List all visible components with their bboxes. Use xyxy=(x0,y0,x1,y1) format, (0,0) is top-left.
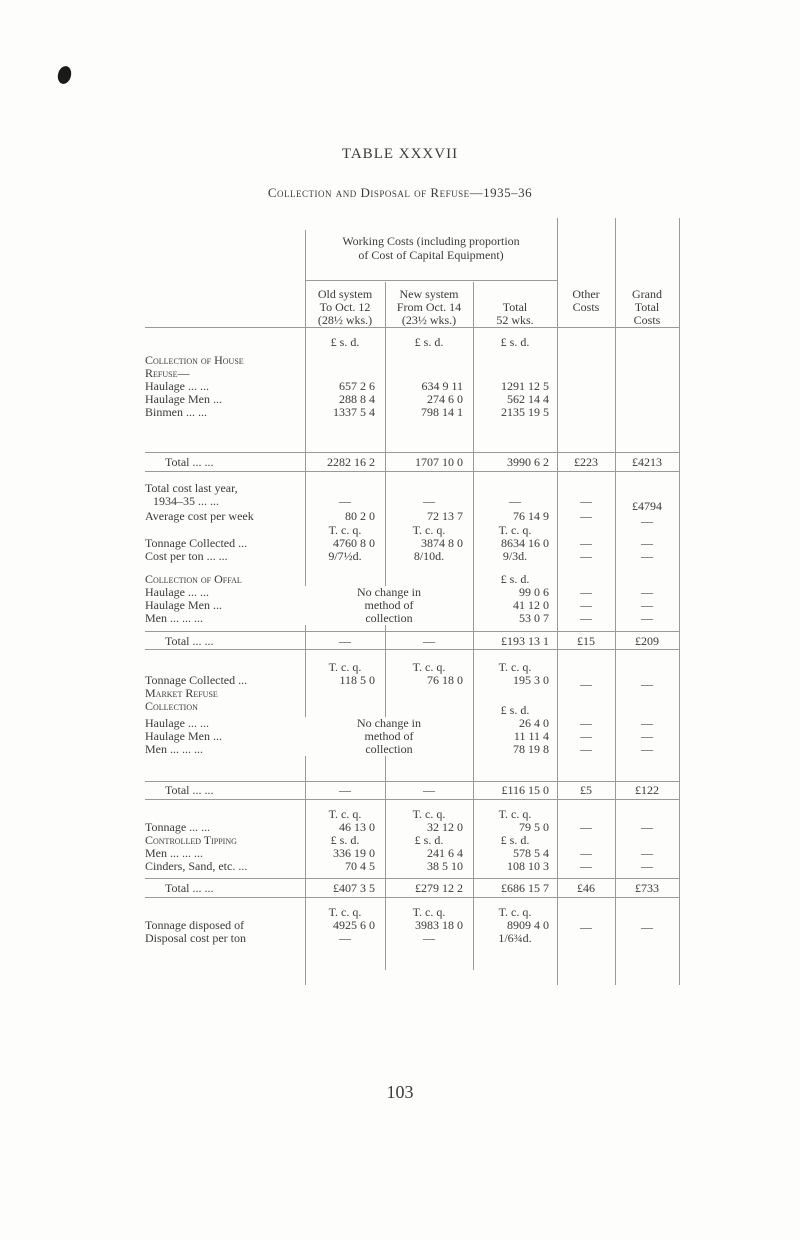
header-new: New system xyxy=(399,287,459,301)
header-grand: Costs xyxy=(633,313,661,327)
row-label: Haulage ... ... xyxy=(145,379,209,393)
dash: — xyxy=(641,611,653,625)
header-old: To Oct. 12 xyxy=(319,300,371,314)
dash: — xyxy=(580,598,592,612)
unit-tcq: T. c. q. xyxy=(498,905,532,919)
cell-total: 8634 16 0 xyxy=(501,536,549,550)
cell-total: 53 0 7 xyxy=(519,611,549,625)
row-label: Cost per ton ... ... xyxy=(145,549,228,563)
row-label: Haulage ... ... xyxy=(145,585,209,599)
dash: — xyxy=(641,716,653,730)
header-new: From Oct. 14 xyxy=(396,300,462,314)
no-change-note: No change in xyxy=(305,717,473,730)
header-old: (28½ wks.) xyxy=(317,313,373,327)
cell-other: £46 xyxy=(577,881,595,895)
header-grand: Total xyxy=(634,300,660,314)
cell-new: 3983 18 0 xyxy=(415,918,463,932)
dash: — xyxy=(580,846,592,860)
cell-new: 76 18 0 xyxy=(427,673,463,687)
header-grand: Grand xyxy=(632,287,662,301)
cell-total: 76 14 9 xyxy=(513,509,549,523)
cell-grand: £733 xyxy=(635,881,659,895)
cell-old: 1337 5 4 xyxy=(333,405,375,419)
dash: — xyxy=(641,859,653,873)
dash: — xyxy=(580,549,592,563)
dash: — xyxy=(641,920,653,934)
dash: — xyxy=(641,536,653,550)
cell-other: £223 xyxy=(574,455,598,469)
row-rule xyxy=(145,631,680,632)
unit-tcq: T. c. q. xyxy=(412,905,446,919)
cell-old: 4760 8 0 xyxy=(333,536,375,550)
cell-new: 634 9 11 xyxy=(421,379,463,393)
row-rule xyxy=(145,878,680,879)
unit-lsd: £ s. d. xyxy=(500,833,530,847)
section-heading: Controlled Tipping xyxy=(145,833,237,847)
cell-new: 1707 10 0 xyxy=(415,455,463,469)
dash: — xyxy=(641,585,653,599)
row-label: Tonnage disposed of xyxy=(145,918,245,932)
row-rule xyxy=(145,649,680,650)
row-label: Haulage Men ... xyxy=(145,392,222,406)
row-label: Men ... ... ... xyxy=(145,846,203,860)
no-change-note: collection xyxy=(305,612,473,625)
cell-grand: £209 xyxy=(635,634,659,648)
cell-total: 26 4 0 xyxy=(519,716,549,730)
cell-total: 1291 12 5 xyxy=(501,379,549,393)
dash: — xyxy=(641,729,653,743)
no-change-note: collection xyxy=(305,743,473,756)
section-heading: Collection xyxy=(145,699,198,713)
row-label: Disposal cost per ton xyxy=(145,931,246,945)
no-change-note: method of xyxy=(305,599,473,612)
row-label: Tonnage ... ... xyxy=(145,820,211,834)
dash: — xyxy=(580,677,592,691)
cell-total: 9/3d. xyxy=(502,549,528,563)
row-label: Total cost last year, xyxy=(145,481,238,495)
unit-tcq: T. c. q. xyxy=(328,660,362,674)
table-title: TABLE XXXVII xyxy=(341,146,459,162)
unit-lsd: £ s. d. xyxy=(500,335,530,349)
dash: — xyxy=(580,729,592,743)
dash: — xyxy=(641,677,653,691)
dash: — xyxy=(580,611,592,625)
dash: — xyxy=(423,931,435,945)
dash: — xyxy=(580,585,592,599)
total-label: Total ... ... xyxy=(165,783,214,797)
section-heading: Market Refuse xyxy=(145,686,218,700)
row-rule xyxy=(145,897,680,898)
dash: — xyxy=(580,536,592,550)
row-rule xyxy=(145,327,680,328)
cell-grand: £4794 xyxy=(632,499,662,513)
dash: — xyxy=(339,634,351,648)
total-label: Total ... ... xyxy=(165,634,214,648)
cell-old: 80 2 0 xyxy=(345,509,375,523)
cell-total: £116 15 0 xyxy=(501,783,549,797)
cell-total: 562 14 4 xyxy=(507,392,549,406)
dash: — xyxy=(580,494,592,508)
cell-new: 8/10d. xyxy=(413,549,445,563)
section-heading: Collection of House xyxy=(145,353,244,367)
cell-total: £193 13 1 xyxy=(501,634,549,648)
cell-old: £407 3 5 xyxy=(333,881,375,895)
section-heading: Refuse— xyxy=(145,366,190,380)
row-label: 1934–35 ... ... xyxy=(153,494,219,508)
unit-lsd: £ s. d. xyxy=(330,335,360,349)
unit-lsd: £ s. d. xyxy=(500,572,530,586)
dash: — xyxy=(641,820,653,834)
cell-new: £279 12 2 xyxy=(415,881,463,895)
unit-tcq: T. c. q. xyxy=(412,660,446,674)
cell-grand: £122 xyxy=(635,783,659,797)
unit-lsd: £ s. d. xyxy=(500,703,530,717)
row-label: Tonnage Collected ... xyxy=(145,536,248,550)
unit-tcq: T. c. q. xyxy=(498,807,532,821)
cell-total: 11 11 4 xyxy=(513,729,549,743)
unit-lsd: £ s. d. xyxy=(414,833,444,847)
cell-old: 657 2 6 xyxy=(339,379,375,393)
dash: — xyxy=(641,549,653,563)
unit-tcq: T. c. q. xyxy=(498,523,532,537)
row-label: Average cost per week xyxy=(145,509,254,523)
row-rule xyxy=(145,781,680,782)
cell-total: 108 10 3 xyxy=(507,859,549,873)
no-change-note: method of xyxy=(305,730,473,743)
refuse-table xyxy=(145,218,680,968)
cell-total: 195 3 0 xyxy=(513,673,549,687)
cell-new: 274 6 0 xyxy=(427,392,463,406)
row-label: Cinders, Sand, etc. ... xyxy=(145,859,248,873)
dash: — xyxy=(641,598,653,612)
row-rule xyxy=(305,280,557,281)
unit-tcq: T. c. q. xyxy=(328,807,362,821)
col-rule xyxy=(679,218,680,985)
cell-total: 41 12 0 xyxy=(513,598,549,612)
cell-total: 79 5 0 xyxy=(519,820,549,834)
header-total: Total xyxy=(502,300,528,314)
unit-tcq: T. c. q. xyxy=(328,905,362,919)
dash: — xyxy=(641,514,653,528)
row-label: Tonnage Collected ... xyxy=(145,673,248,687)
cell-new: 32 12 0 xyxy=(427,820,463,834)
row-rule xyxy=(145,799,680,800)
dash: — xyxy=(339,783,351,797)
total-label: Total ... ... xyxy=(165,881,214,895)
cell-new: 241 6 4 xyxy=(427,846,463,860)
row-label: Binmen ... ... xyxy=(145,405,207,419)
row-label: Men ... ... ... xyxy=(145,611,203,625)
dash: — xyxy=(423,783,435,797)
dash: — xyxy=(580,920,592,934)
ink-blot xyxy=(56,65,73,86)
row-rule xyxy=(145,471,680,472)
dash: — xyxy=(580,820,592,834)
row-label: Men ... ... ... xyxy=(145,742,203,756)
header-group: Working Costs (including proportion xyxy=(342,234,520,248)
cell-old: 46 13 0 xyxy=(339,820,375,834)
header-other: Other xyxy=(572,287,600,301)
cell-new: 798 14 1 xyxy=(421,405,463,419)
no-change-note: No change in xyxy=(305,586,473,599)
table-subtitle: Collection and Disposal of Refuse—1935–36 xyxy=(267,185,533,200)
total-label: Total ... ... xyxy=(165,455,214,469)
dash: — xyxy=(580,509,592,523)
header-other: Costs xyxy=(572,300,600,314)
row-rule xyxy=(145,452,680,453)
cell-total: 578 5 4 xyxy=(513,846,549,860)
unit-tcq: T. c. q. xyxy=(412,523,446,537)
section-heading: Collection of Offal xyxy=(145,572,242,586)
unit-lsd: £ s. d. xyxy=(330,833,360,847)
header-new: (23½ wks.) xyxy=(401,313,457,327)
cell-total: 78 19 8 xyxy=(513,742,549,756)
cell-total: £686 15 7 xyxy=(501,881,549,895)
unit-tcq: T. c. q. xyxy=(498,660,532,674)
cell-new: 3874 8 0 xyxy=(421,536,463,550)
cell-old: 118 5 0 xyxy=(339,673,375,687)
cell-other: £5 xyxy=(580,783,592,797)
header-total: 52 wks. xyxy=(496,313,534,327)
cell-other: £15 xyxy=(577,634,595,648)
dash: — xyxy=(339,494,351,508)
page-number: 103 xyxy=(386,1082,414,1102)
dash: — xyxy=(580,716,592,730)
unit-tcq: T. c. q. xyxy=(412,807,446,821)
dash: — xyxy=(580,859,592,873)
cell-old: 288 8 4 xyxy=(339,392,375,406)
header-group: of Cost of Capital Equipment) xyxy=(358,248,504,262)
cell-total: 99 0 6 xyxy=(519,585,549,599)
dash: — xyxy=(509,494,521,508)
cell-total: 8909 4 0 xyxy=(507,918,549,932)
cell-old: 2282 16 2 xyxy=(327,455,375,469)
row-label: Haulage Men ... xyxy=(145,598,222,612)
cell-old: 336 19 0 xyxy=(333,846,375,860)
cell-old: 9/7½d. xyxy=(328,549,362,563)
unit-tcq: T. c. q. xyxy=(328,523,362,537)
row-label: Haulage ... ... xyxy=(145,716,209,730)
unit-lsd: £ s. d. xyxy=(414,335,444,349)
row-label: Haulage Men ... xyxy=(145,729,222,743)
cell-old: 70 4 5 xyxy=(345,859,375,873)
header-old: Old system xyxy=(317,287,373,301)
cell-total: 3990 6 2 xyxy=(507,455,549,469)
dash: — xyxy=(423,494,435,508)
dash: — xyxy=(423,634,435,648)
dash: — xyxy=(641,742,653,756)
cell-total: 2135 19 5 xyxy=(501,405,549,419)
cell-grand: £4213 xyxy=(632,455,662,469)
cell-old: 4925 6 0 xyxy=(333,918,375,932)
dash: — xyxy=(641,846,653,860)
dash: — xyxy=(580,742,592,756)
cell-new: 38 5 10 xyxy=(427,859,463,873)
dash: — xyxy=(339,931,351,945)
cell-total: 1/6¾d. xyxy=(498,931,532,945)
cell-new: 72 13 7 xyxy=(427,509,463,523)
